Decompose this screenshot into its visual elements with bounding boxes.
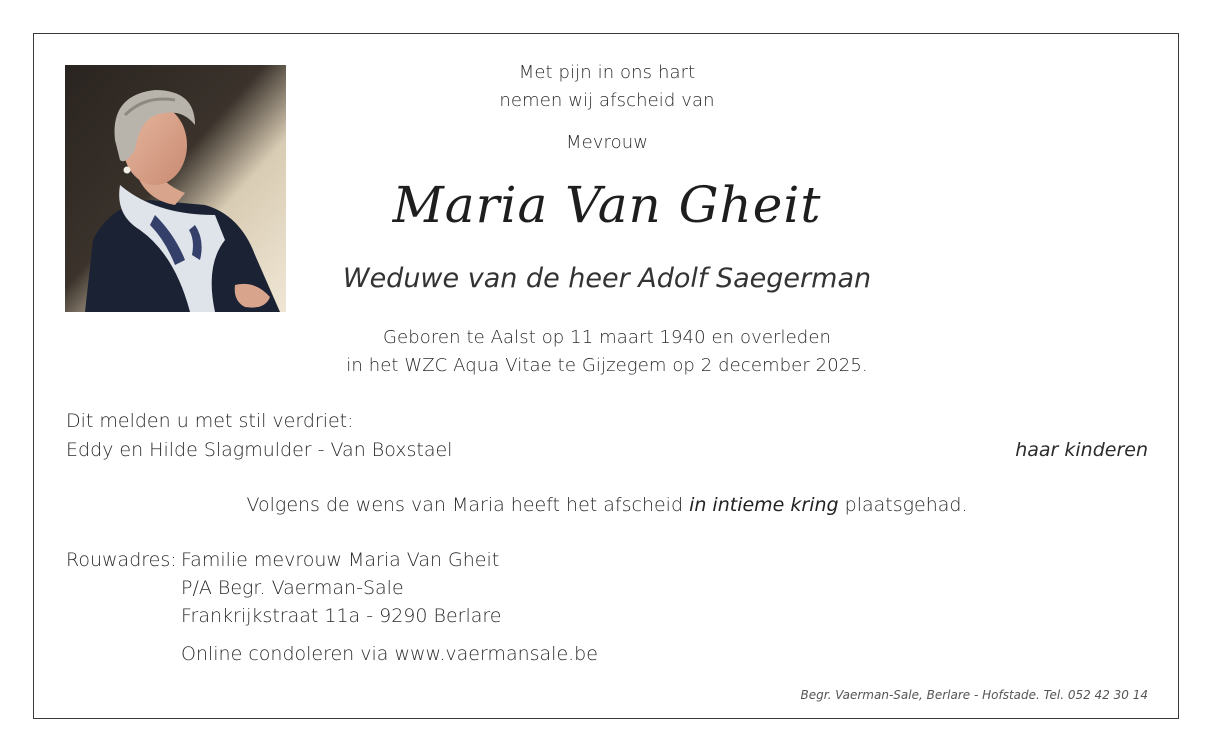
wish-after: plaatsgehad. [838,494,968,516]
birth-line-1: Geboren te Aalst op 11 maart 1940 en overleden [382,327,832,348]
family-role: haar kinderen [1015,439,1148,461]
wish-emphasis: in intieme kring [689,494,839,516]
address-line-3: Frankrijkstraat 11a - 9290 Berlare [181,605,502,627]
intro-line-1: Met pijn in ons hart [518,62,696,83]
birth-line-2: in het WZC Aqua Vitae te Gijzegem op 2 december 2025. [346,355,868,376]
online-condolence: Online condoleren via www.vaermansale.be [181,643,598,665]
funeral-home-footer: Begr. Vaerman-Sale, Berlare - Hofstade. Tel. 052 42 30 14 [800,688,1148,702]
wish-line [0,494,1214,516]
spouse-line: Weduwe van de heer Adolf Saegerman [342,263,872,294]
honorific-title: Mevrouw [565,132,649,153]
wish-before: Volgens de wens van Maria heeft het afscheid [246,494,690,516]
deceased-name: Maria Van Gheit [392,176,822,234]
family-names: Eddy en Hilde Slagmulder - Van Boxstael [66,439,453,461]
announce-intro: Dit melden u met stil verdriet: [66,410,354,432]
portrait-photo [65,65,286,312]
address-label: Rouwadres: [66,549,177,571]
address-line-2: P/A Begr. Vaerman-Sale [181,577,404,599]
address-line-1: Familie mevrouw Maria Van Gheit [181,549,500,571]
intro-line-2: nemen wij afscheid van [499,90,715,111]
